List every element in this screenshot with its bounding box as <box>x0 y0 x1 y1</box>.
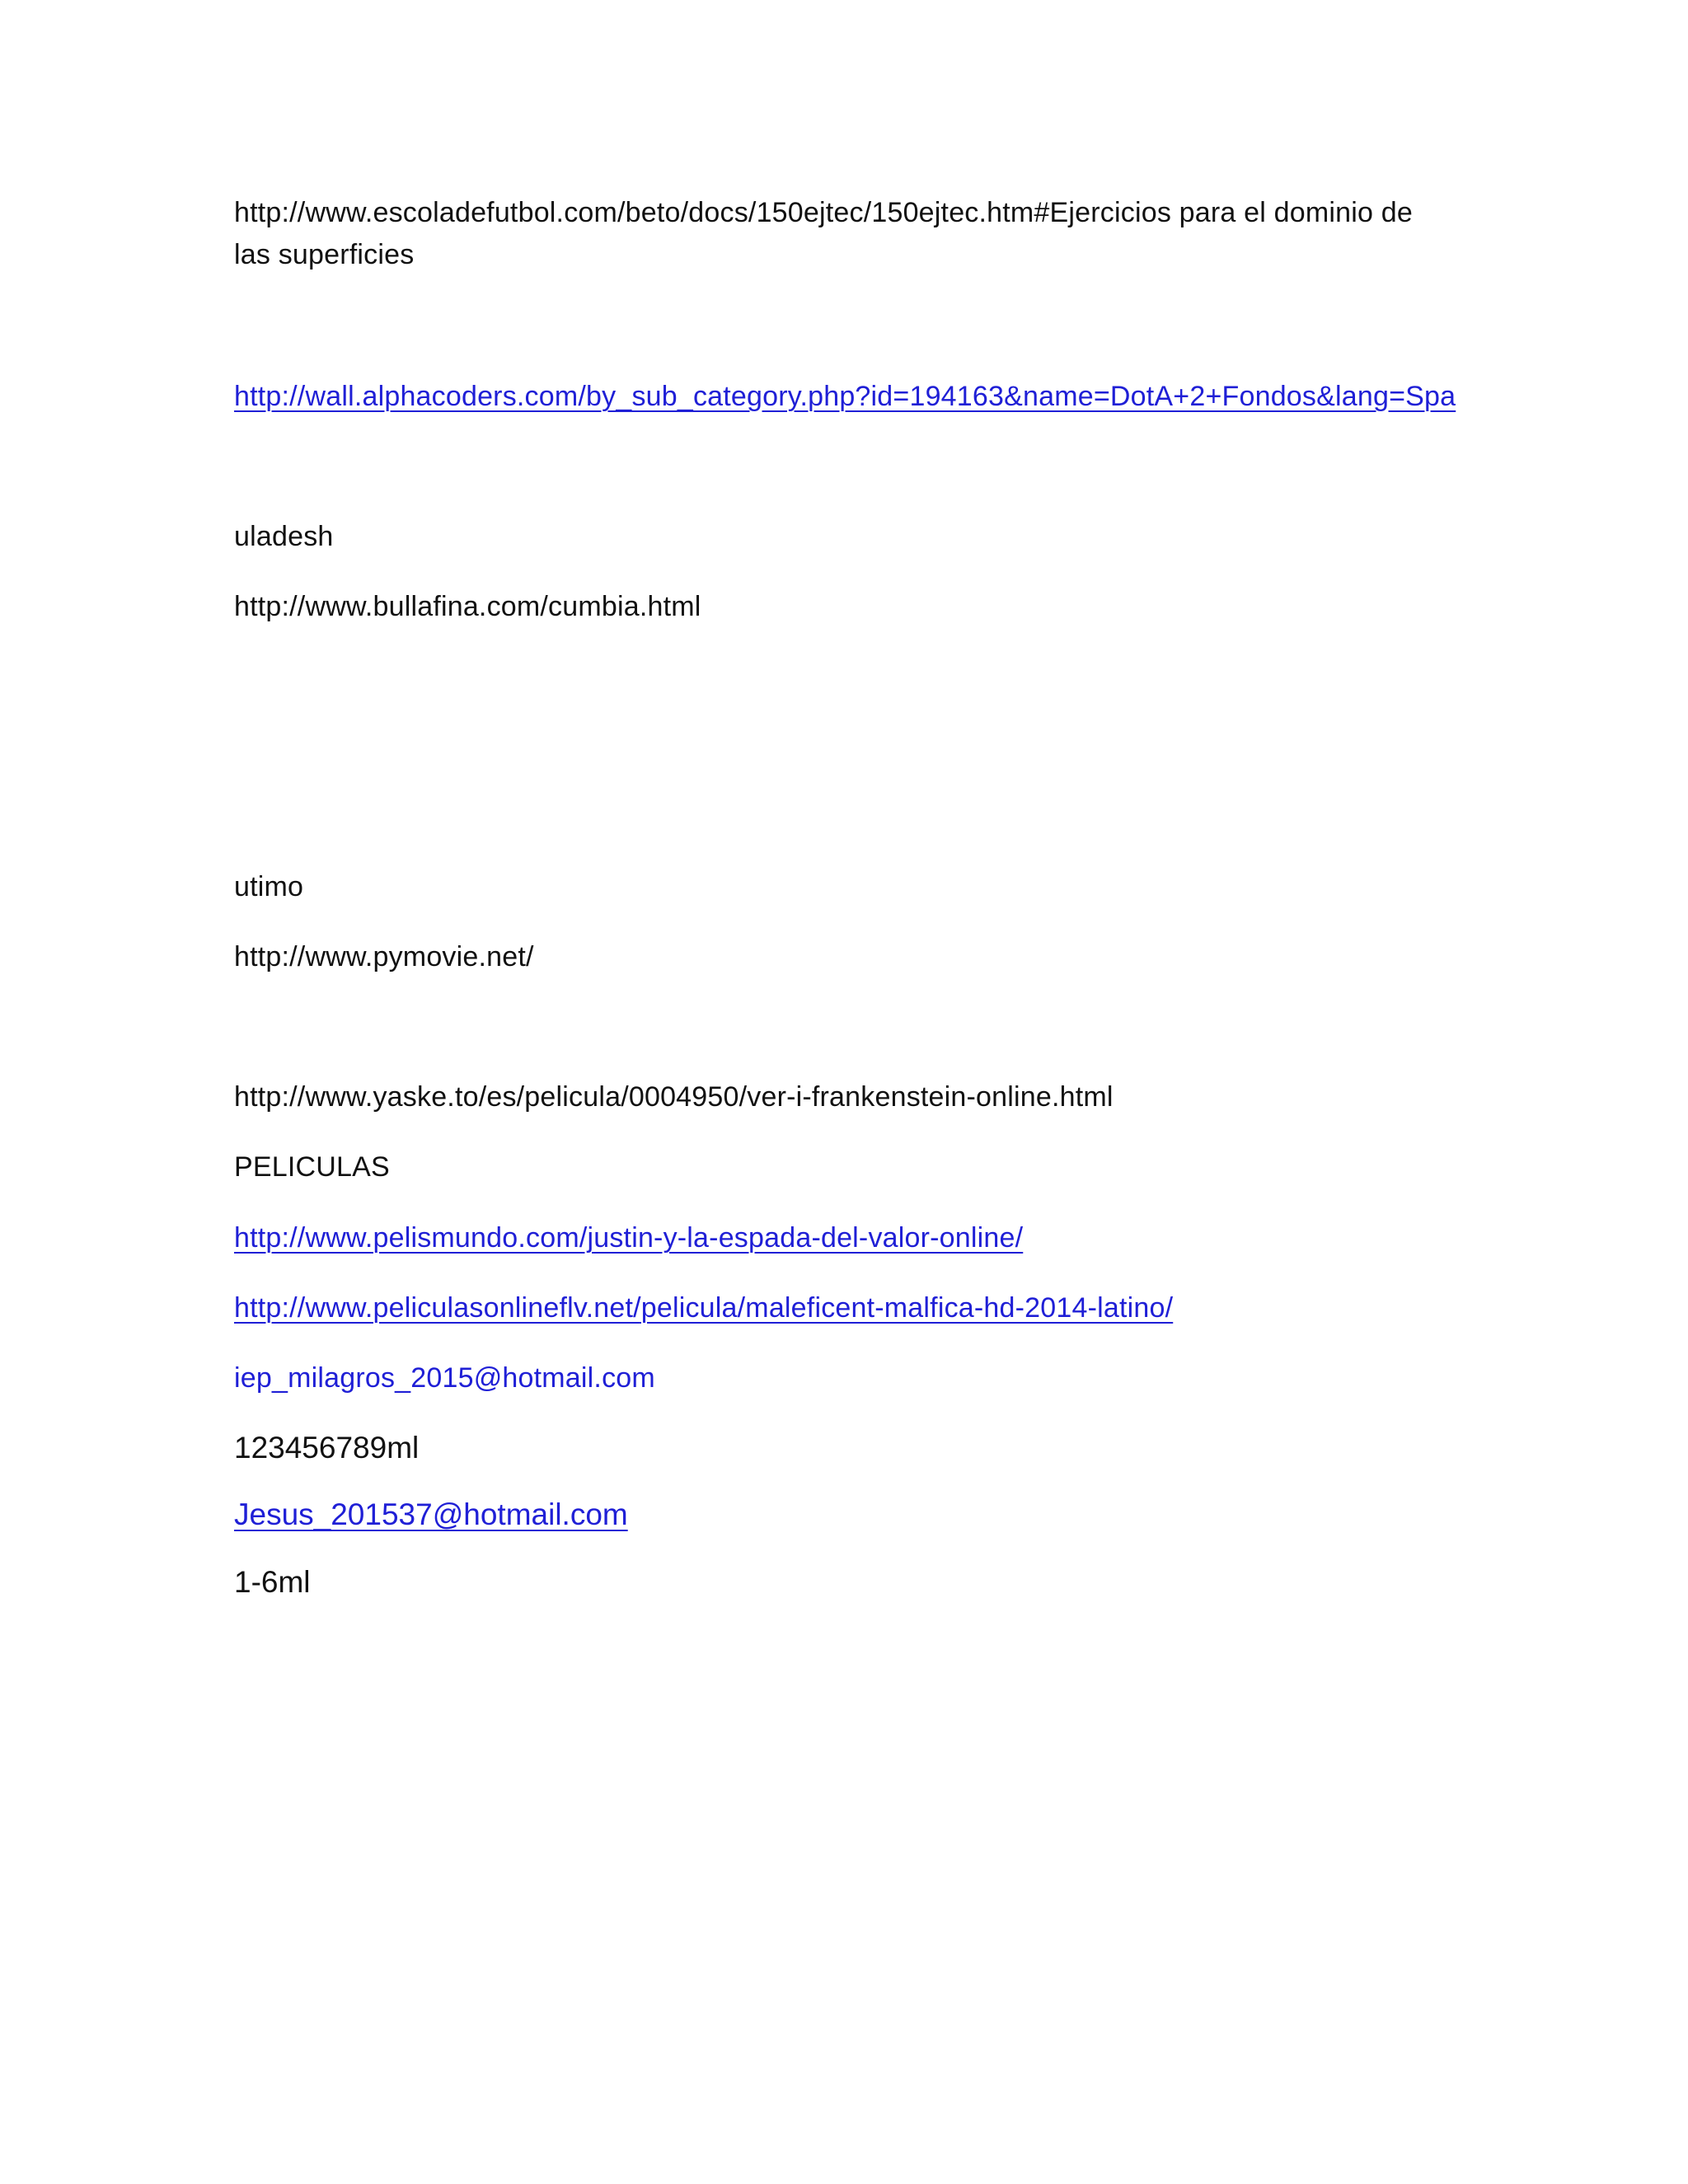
url-bullafina: http://www.bullafina.com/cumbia.html <box>234 591 701 622</box>
email-iep-milagros: iep_milagros_2015@hotmail.com <box>234 1362 655 1394</box>
heading-peliculas: PELICULAS <box>234 1151 390 1183</box>
link-pelismundo[interactable]: http://www.pelismundo.com/justin-y-la-espada-del-valor-online/ <box>234 1222 1024 1254</box>
url-yaske: http://www.yaske.to/es/pelicula/0004950/ver-i-frankenstein-online.html <box>234 1081 1114 1113</box>
link-alphacoders[interactable]: http://wall.alphacoders.com/by_sub_category.php?id=194163&name=DotA+2+Fondos&lang=Spa <box>234 381 1456 412</box>
text-uladesh: uladesh <box>234 521 334 552</box>
url-pymovie: http://www.pymovie.net/ <box>234 941 534 972</box>
text-1-6ml: 1-6ml <box>234 1565 311 1599</box>
link-peliculasonlineflv[interactable]: http://www.peliculasonlineflv.net/pelicula/maleficent-malfica-hd-2014-latino/ <box>234 1292 1174 1324</box>
text-utimo: utimo <box>234 871 304 902</box>
url-escoladefutbol-line-1: http://www.escoladefutbol.com/beto/docs/150ejtec/150ejtec.htm#Ejercicios para el dominio de <box>234 197 1413 228</box>
url-escoladefutbol-line-2: las superficies <box>234 239 415 270</box>
text-123456789ml: 123456789ml <box>234 1431 420 1465</box>
link-jesus-email[interactable]: Jesus_201537@hotmail.com <box>234 1497 628 1531</box>
